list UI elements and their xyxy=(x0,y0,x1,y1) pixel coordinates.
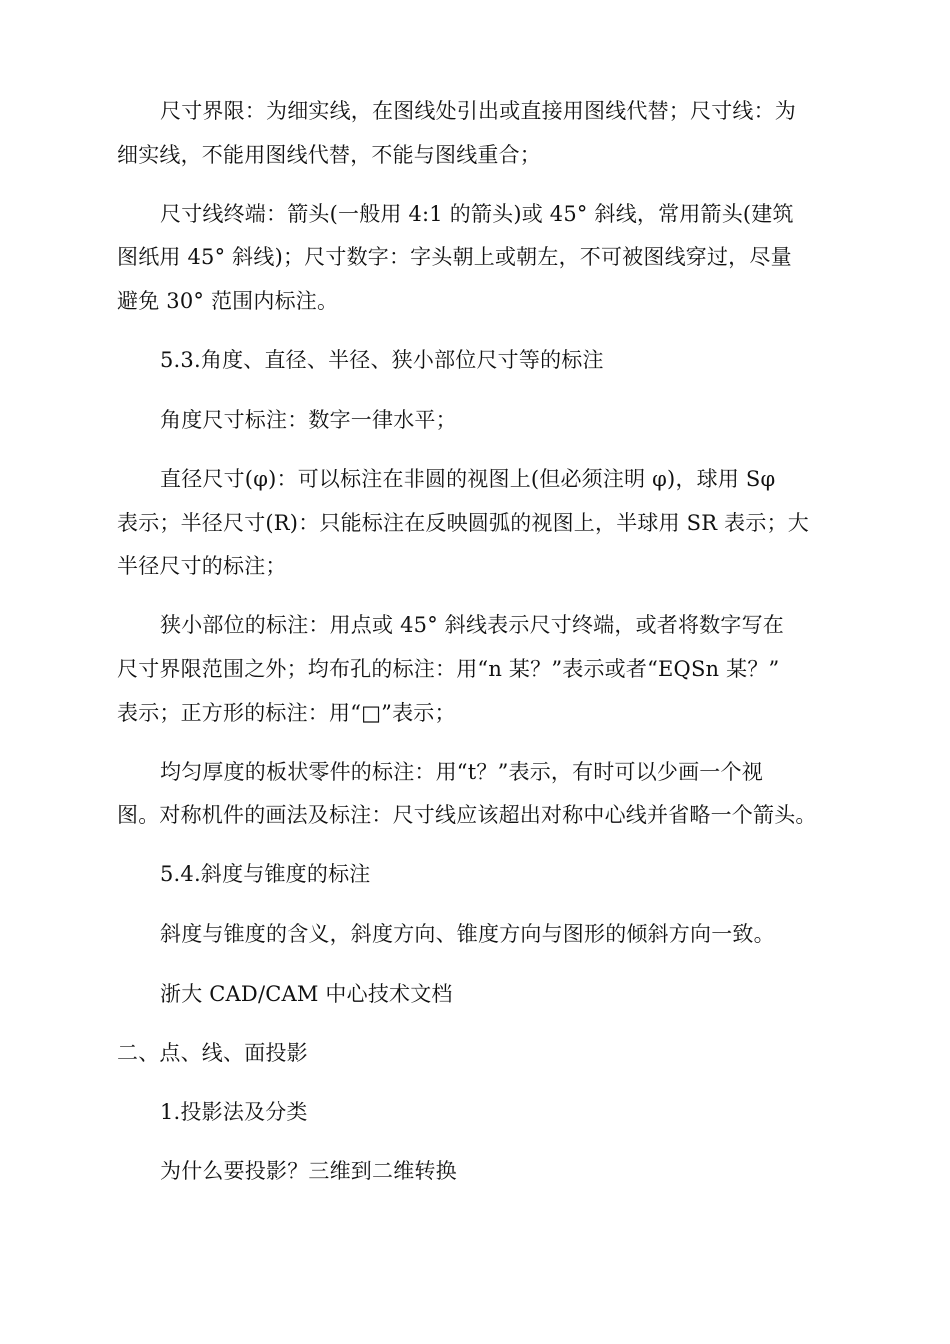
text-line: 图纸用 45° 斜线)；尺寸数字：字头朝上或朝左，不可被图线穿过，尽量 xyxy=(117,245,792,269)
text-line: 图。对称机件的画法及标注：尺寸线应该超出对称中心线并省略一个箭头。 xyxy=(117,803,817,827)
subsection-heading: 1.投影法及分类 xyxy=(160,1100,308,1124)
section-heading: 5.3.角度、直径、半径、狭小部位尺寸等的标注 xyxy=(160,348,604,372)
section-heading: 二、点、线、面投影 xyxy=(117,1041,308,1065)
text-line: 为什么要投影？三维到二维转换 xyxy=(160,1159,457,1183)
text-line: 避免 30° 范围内标注。 xyxy=(117,289,339,313)
text-line: 尺寸界限范围之外；均布孔的标注：用“n 某？”表示或者“EQSn 某？” xyxy=(117,657,780,681)
text-line: 狭小部位的标注：用点或 45° 斜线表示尺寸终端，或者将数字写在 xyxy=(160,613,784,637)
text-line: 角度尺寸标注：数字一律水平； xyxy=(160,408,457,432)
text-line: 表示；正方形的标注：用“□”表示； xyxy=(117,701,456,725)
text-line: 斜度与锥度的含义，斜度方向、锥度方向与图形的倾斜方向一致。 xyxy=(160,922,775,946)
text-line: 均匀厚度的板状零件的标注：用“t？”表示，有时可以少画一个视 xyxy=(160,760,763,784)
text-line: 半径尺寸的标注； xyxy=(117,554,287,578)
text-line: 直径尺寸(φ)：可以标注在非圆的视图上(但必须注明 φ)，球用 Sφ xyxy=(160,467,776,491)
text-line: 表示；半径尺寸(R)：只能标注在反映圆弧的视图上，半球用 SR 表示；大 xyxy=(117,511,809,535)
text-line: 尺寸界限：为细实线，在图线处引出或直接用图线代替；尺寸线：为 xyxy=(160,99,796,123)
section-heading: 5.4.斜度与锥度的标注 xyxy=(160,862,371,886)
text-line: 细实线，不能用图线代替，不能与图线重合； xyxy=(117,143,541,167)
text-line: 尺寸线终端：箭头(一般用 4:1 的箭头)或 45° 斜线，常用箭头(建筑 xyxy=(160,202,794,226)
source-line: 浙大 CAD/CAM 中心技术文档 xyxy=(160,982,453,1006)
